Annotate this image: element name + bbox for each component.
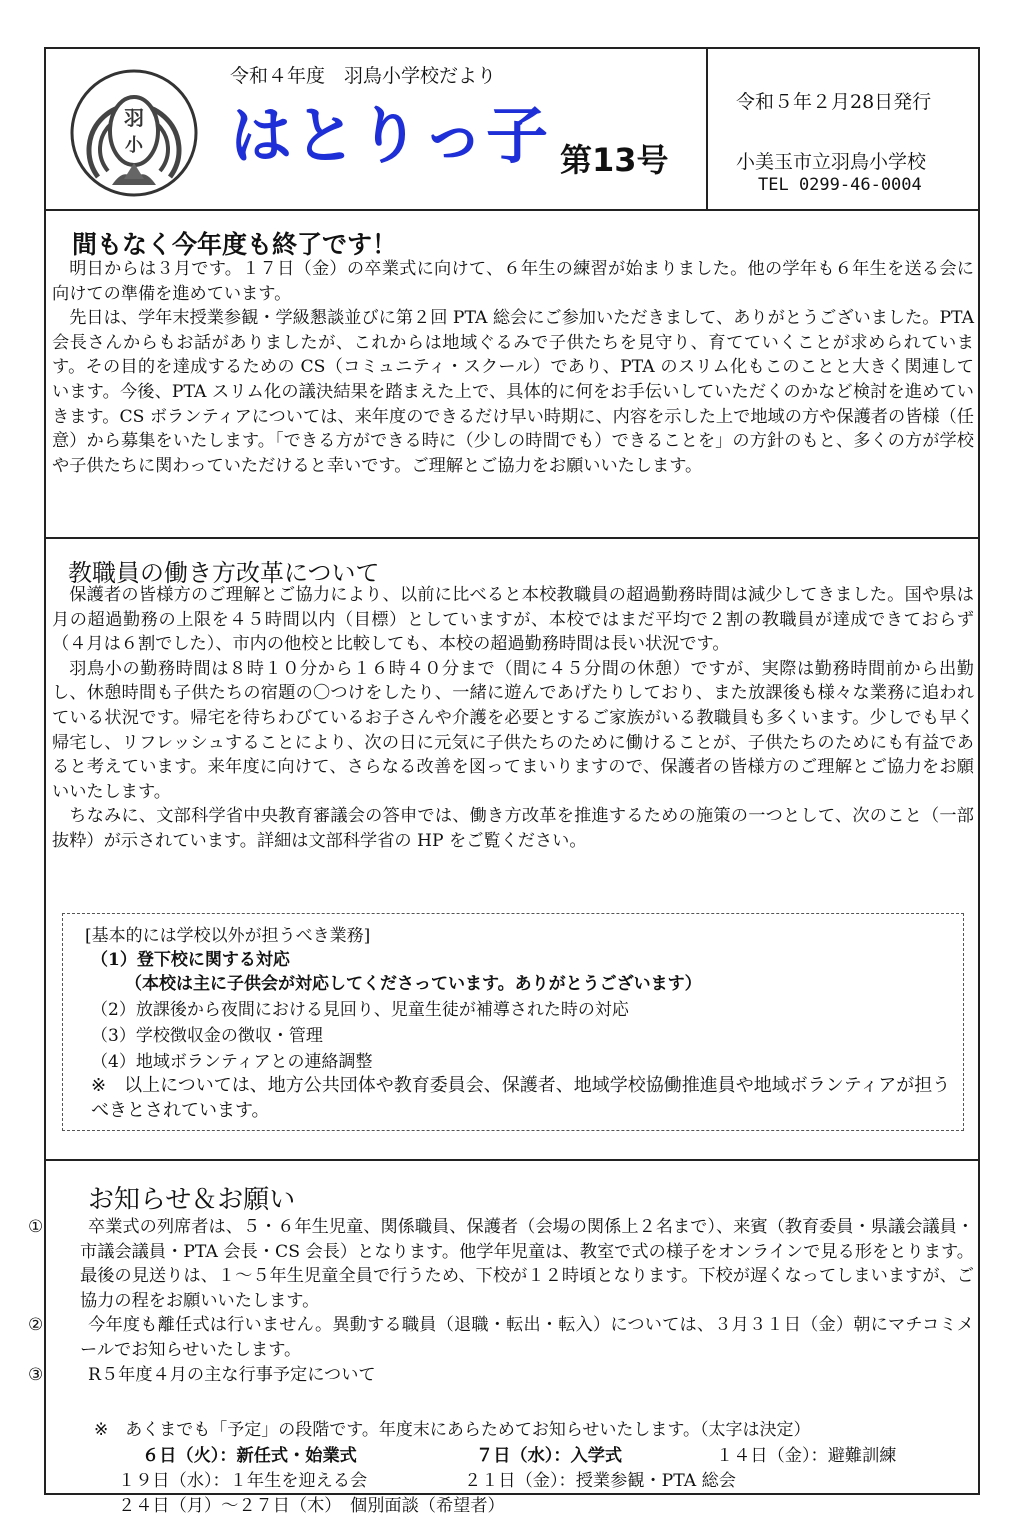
duty-item: （1）登下校に関する対応 <box>91 950 290 970</box>
notice-number: ② <box>28 1315 44 1336</box>
masthead <box>46 49 978 211</box>
duty-item: （2）放課後から夜間における見回り、児童生徒が補導された時の対応 <box>91 1000 629 1020</box>
notice-item <box>28 1313 974 1362</box>
event-confirmed: ７日（水）：入学式 <box>476 1446 623 1466</box>
section-heading: 間もなく今年度も終了です！ <box>72 230 398 259</box>
event-confirmed: ６日（火）：新任式・始業式 <box>142 1446 357 1466</box>
section-heading: お知らせ＆お願い <box>88 1185 296 1215</box>
duty-item: （4）地域ボランティアとの連絡調整 <box>91 1052 373 1072</box>
section-work-reform <box>46 539 978 1161</box>
paragraph: 羽鳥小の勤務時間は８時１０分から１６時４０分まで（間に４５分間の休憩）ですが、実際は勤務時間前から出勤し、休憩時間も子供たちの宿題の〇つけをしたり、一緒に遊んであげたりしており、また放課後も様々な業務に追われている状況です。帰宅を待ちわびているお子さんや介護を必要とするご家族がいる教職員も多くいます。少しでも早く帰宅し、リフレッシュすることにより、次の日に元気に子供たちのために働けることが、子供たちのためにも有益であると考えています。来年度に向けて、さらなる改善を図ってまいりますので、保護者の皆様方のご理解とご協力をお願いいたします。 <box>52 658 974 802</box>
section-body <box>52 257 974 478</box>
issue-date: 令和５年２月28日発行 <box>736 91 932 113</box>
section-year-end <box>46 209 978 539</box>
box-title: [基本的には学校以外が担うべき業務] <box>85 926 371 946</box>
duties-box <box>62 913 964 1131</box>
duty-item-note: （本校は主に子供会が対応してくださっています。ありがとうございます） <box>125 974 702 994</box>
notice-item <box>28 1363 974 1388</box>
plan-note: ※ あくまでも「予定」の段階です。年度末にあらためてお知らせいたします。（太字は決定） <box>94 1420 811 1440</box>
notice-number: ① <box>28 1217 44 1237</box>
notice-text: 卒業式の列席者は、５・６年生児童、関係職員、保護者（会場の関係上２名まで）、来賓（教育委員・県議会議員・市議会議員・PTA 会長・CS 会長）となります。他学年児童は、教室で式の様子をオンラインで見る形をとります。最後の見送りは、１～５年生児童全員で行うため、下校が１２時頃となります。下校が遅くなってしまいますが、ご協力の程をお願いいたします。 <box>80 1217 974 1311</box>
notice-item <box>28 1215 974 1313</box>
section-heading: 教職員の働き方改革について <box>68 559 380 587</box>
newsletter-title: はとりっ子 <box>230 99 551 172</box>
paragraph: 先日は、学年末授業参観・学級懇談並びに第２回 PTA 総会にご参加いただきまして、ありがとうございました。PTA 会長さんからもお話がありましたが、これからは地域ぐるみで子供たちを見守り、育てていくことが求められています。その目的を達成するための CS（コミュニティ・スクール）であり、PTA のスリム化もこのことと大きく関連しています。今後、PTA スリム化の議決結果を踏まえた上で、具体的に何をお手伝いしていただくのかなど検討を進めていきます。CS ボランティアについては、来年度のできるだけ早い時期に、内容を示した上で地域の方や保護者の皆様（任意）から募集をいたします。「できる方ができる時に（少しの時間でも）できることを」の方針のもと、多くの方が学校や子供たちに関わっていただけると幸いです。ご理解とご協力をお願いいたします。 <box>52 308 974 476</box>
event-planned: １４日（金）：避難訓練 <box>716 1446 897 1466</box>
event-planned: ２４日（月）～２７日（木） 個別面談（希望者） <box>118 1496 505 1516</box>
newsletter-series: 令和４年度 羽鳥小学校だより <box>230 65 497 87</box>
paragraph: 保護者の皆様方のご理解とご協力により、以前に比べると本校教職員の超過勤務時間は減少してきました。国や県は月の超過勤務の上限を４５時間以内（目標）としていますが、本校ではまだ平均で２割の教職員が達成できておらず（４月は６割でした）、市内の他校と比較しても、本校の超過勤務時間は長い状況です。 <box>52 585 974 655</box>
header-divider <box>706 49 708 209</box>
event-planned: １９日（水）：１年生を迎える会 <box>118 1471 368 1491</box>
notice-number: ③ <box>28 1364 44 1385</box>
section-notices <box>28 1161 978 1495</box>
event-planned: ２１日（金）：授業参観・PTA 総会 <box>464 1471 736 1491</box>
paragraph: ちなみに、文部科学省中央教育審議会の答申では、働き方改革を推進するための施策の一つとして、次のこと（一部抜粋）が示されています。詳細は文部科学省の HP をご覧ください。 <box>52 806 974 851</box>
paragraph: 明日からは３月です。１７日（金）の卒業式に向けて、６年生の練習が始まりました。他の学年も６年生を送る会に向けての準備を進めています。 <box>52 259 974 304</box>
school-name: 小美玉市立羽鳥小学校 <box>736 151 927 173</box>
school-emblem-icon <box>68 67 200 199</box>
newsletter-frame <box>28 47 980 1516</box>
svg-text:羽: 羽 <box>124 106 144 130</box>
notice-list <box>28 1215 974 1387</box>
svg-text:小: 小 <box>125 135 143 156</box>
school-tel: TEL 0299-46-0004 <box>758 175 922 195</box>
issue-number: 第13号 <box>560 141 669 179</box>
duty-item: （3）学校徴収金の徴収・管理 <box>91 1026 323 1046</box>
notice-text: 今年度も離任式は行いません。異動する職員（退職・転出・転入）については、３月３１日（金）朝にマチコミメールでお知らせいたします。 <box>80 1315 974 1360</box>
section-body <box>52 583 974 854</box>
notice-text: R５年度４月の主な行事予定について <box>88 1364 376 1385</box>
box-note: ※ 以上については、地方公共団体や教育委員会、保護者、地域学校協働推進員や地域ボランティアが担うべきとされています。 <box>91 1075 951 1121</box>
